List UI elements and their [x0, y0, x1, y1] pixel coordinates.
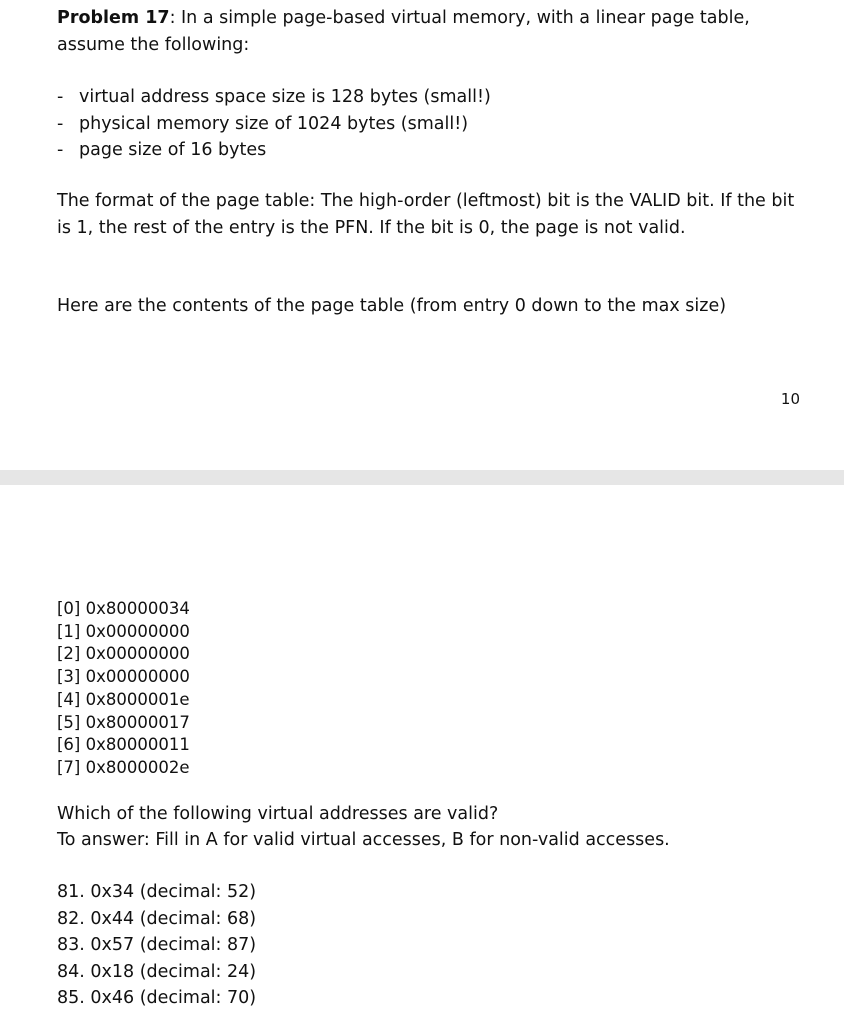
page-table-entry: [5] 0x80000017 [57, 712, 190, 732]
page-table-contents-intro: Here are the contents of the page table (from entry 0 down to the max size) [57, 296, 727, 316]
page-table-entry: [6] 0x80000011 [57, 735, 190, 755]
bullet-dash: - [57, 113, 64, 134]
assumption-text: physical memory size of 1024 bytes (small!) [79, 113, 469, 134]
page-top [0, 0, 844, 470]
assumption-text: page size of 16 bytes [79, 140, 267, 160]
problem-label: Problem 17 [57, 8, 170, 28]
page-table-entry: [2] 0x00000000 [57, 644, 190, 664]
bullet-dash: - [57, 140, 64, 160]
question-text: Which of the following virtual addresses are valid? [57, 804, 499, 824]
page-table-entry: [7] 0x8000002e [57, 757, 190, 777]
answer-instruction: To answer: Fill in A for valid virtual accesses, B for non-valid accesses. [57, 830, 670, 850]
page-table-entry: [0] 0x80000034 [57, 599, 190, 618]
page-table-entry: [4] 0x8000001e [57, 689, 190, 709]
page-table-entry: [1] 0x00000000 [57, 621, 190, 641]
page-table-format-description: The format of the page table: The high-order (leftmost) bit is the VALID bit. If the bit is 1, the rest of the entry is the PFN. If the bit is 0, the page is not valid. [57, 191, 795, 238]
list-item [57, 137, 491, 164]
question-item: 81. 0x34 (decimal: 52) [57, 882, 257, 902]
page-table-entry: [3] 0x00000000 [57, 667, 190, 687]
bullet-dash: - [57, 87, 64, 107]
assumption-list [57, 84, 491, 164]
page-table-entries [57, 598, 190, 780]
problem-intro: : In a simple page-based virtual memory, with a linear page table, assume the following: [57, 8, 750, 55]
question-item: 85. 0x46 (decimal: 70) [57, 988, 257, 1008]
problem-title [57, 5, 797, 58]
page-number: 10 [780, 390, 800, 408]
question-item: 84. 0x18 (decimal: 24) [57, 961, 257, 982]
assumption-text: virtual address space size is 128 bytes (small!) [79, 87, 491, 107]
question-item: 83. 0x57 (decimal: 87) [57, 935, 257, 955]
virtual-address-questions [57, 879, 256, 1012]
list-item [57, 111, 491, 138]
list-item [57, 84, 491, 111]
question-item: 82. 0x44 (decimal: 68) [57, 908, 257, 929]
page-separator [0, 470, 844, 485]
